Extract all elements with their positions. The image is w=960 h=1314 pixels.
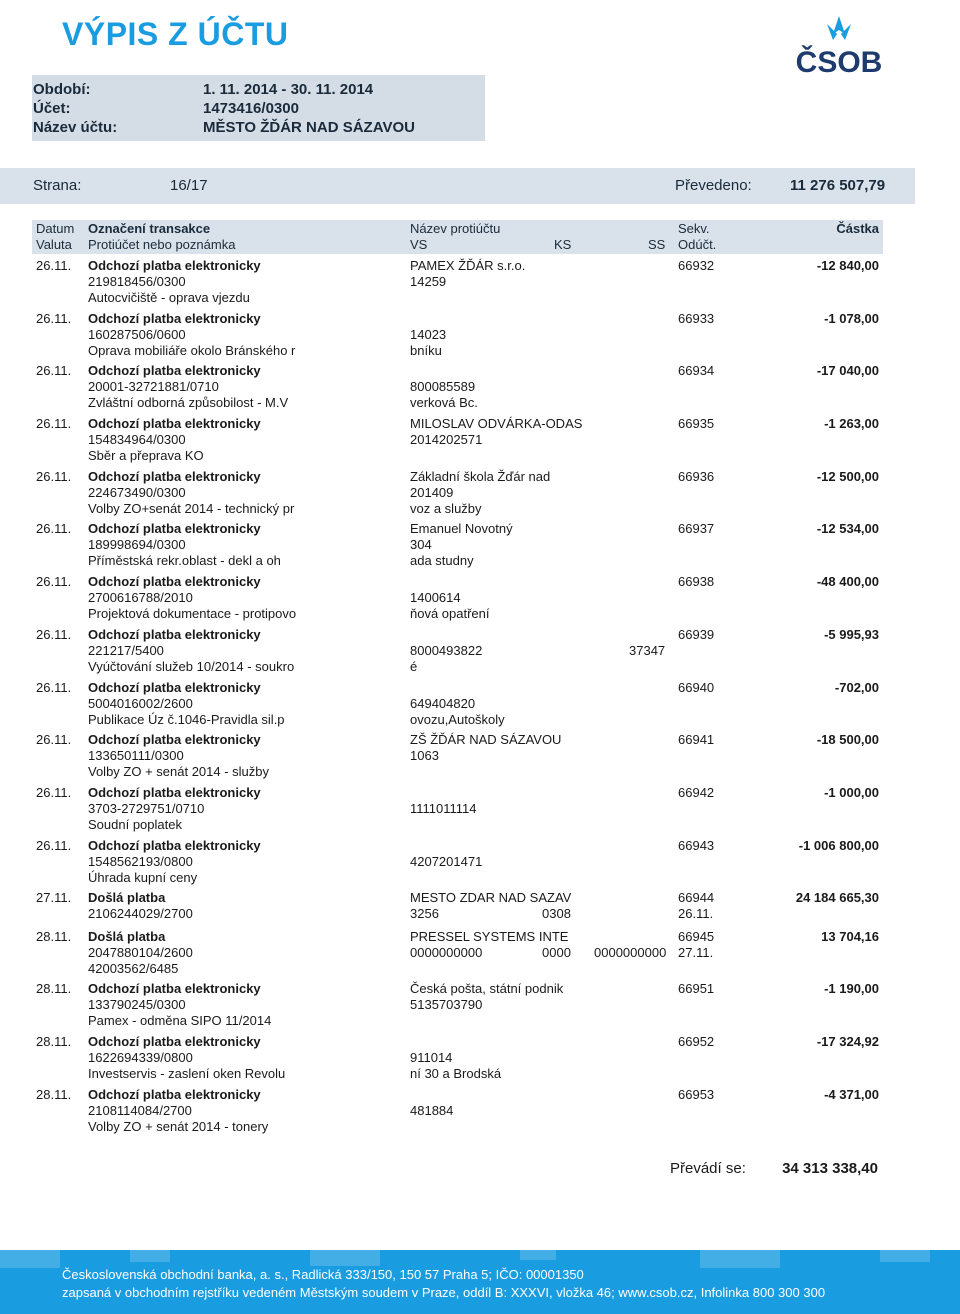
tx-date: 26.11. <box>36 311 72 326</box>
carried-value: 11 276 507,79 <box>790 177 886 194</box>
tx-type: Odchozí platba elektronicky <box>88 258 261 273</box>
col-oznaceni: Označení transakce <box>88 221 211 236</box>
tx-note: Volby ZO+senát 2014 - technický pr <box>88 501 295 516</box>
tx-counterparty-name: MESTO ZDAR NAD SAZAV <box>410 890 572 905</box>
tx-counter-account: 2700616788/2010 <box>88 590 193 605</box>
page-number: 16/17 <box>170 177 208 194</box>
tx-ks: 0308 <box>542 906 571 921</box>
tx-vs: 481884 <box>410 1103 454 1118</box>
tx-sequence: 66941 <box>678 732 715 747</box>
tx-sequence: 66952 <box>678 1034 715 1049</box>
tx-ks: 0000 <box>542 945 571 960</box>
tx-date: 26.11. <box>36 469 72 484</box>
tx-note: Volby ZO + senát 2014 - tonery <box>88 1119 269 1134</box>
tx-amount: -12 500,00 <box>816 469 879 484</box>
tx-amount: -1 006 800,00 <box>798 838 879 853</box>
tx-amount: -1 000,00 <box>824 785 879 800</box>
col-valuta: Valuta <box>36 237 72 252</box>
tx-sequence: 66935 <box>678 416 715 431</box>
tx-date: 26.11. <box>36 363 72 378</box>
tx-vs: 800085589 <box>410 379 476 394</box>
tx-amount: -17 324,92 <box>816 1034 879 1049</box>
tx-type: Odchozí platba elektronicky <box>88 732 261 747</box>
table-row <box>32 574 883 624</box>
tx-counter-account: 2106244029/2700 <box>88 906 193 921</box>
tx-counter-account: 5004016002/2600 <box>88 696 193 711</box>
tx-type: Odchozí platba elektronicky <box>88 521 261 536</box>
tx-counterparty-extra: ada studny <box>410 553 474 568</box>
tx-type: Odchozí platba elektronicky <box>88 574 261 589</box>
tx-counterparty-extra: bníku <box>410 343 442 358</box>
column-header <box>32 220 883 254</box>
tx-vs: 1063 <box>410 748 439 763</box>
table-row <box>32 680 883 730</box>
col-protiucet: Protiúčet nebo poznámka <box>88 237 236 252</box>
tx-vs: 14259 <box>410 274 447 289</box>
tx-sequence: 66951 <box>678 981 715 996</box>
tx-counterparty-extra: voz a služby <box>410 501 482 516</box>
table-row <box>32 469 883 519</box>
tx-amount: -702,00 <box>834 680 879 695</box>
tx-date: 27.11. <box>36 890 72 905</box>
tx-counter-account: 1622694339/0800 <box>88 1050 193 1065</box>
tx-counter-account: 3703-2729751/0710 <box>88 801 205 816</box>
table-row <box>32 416 883 466</box>
tx-counter-account: 154834964/0300 <box>88 432 186 447</box>
tx-amount: -1 078,00 <box>824 311 879 326</box>
tx-note: Investservis - zaslení oken Revolu <box>88 1066 286 1081</box>
tx-amount: -12 840,00 <box>816 258 879 273</box>
tx-vs: 201409 <box>410 485 454 500</box>
info-account-row <box>33 100 299 117</box>
tx-amount: -48 400,00 <box>816 574 879 589</box>
footer-bar <box>0 1250 960 1314</box>
tx-date: 26.11. <box>36 521 72 536</box>
csob-logo <box>793 14 885 78</box>
tx-counter-account: 189998694/0300 <box>88 537 186 552</box>
tx-note: Publikace Úz č.1046-Pravidla sil.p <box>88 712 285 727</box>
col-ss: SS <box>648 237 666 252</box>
tx-counter-account: 160287506/0600 <box>88 327 186 342</box>
tx-date: 26.11. <box>36 732 72 747</box>
tx-counterparty-name: PAMEX ŽĎÁR s.r.o. <box>410 258 526 273</box>
table-row <box>32 258 883 308</box>
tx-counter-account: 221217/5400 <box>88 643 164 658</box>
tx-type: Odchozí platba elektronicky <box>88 838 261 853</box>
tx-amount: -12 534,00 <box>816 521 879 536</box>
tx-date: 26.11. <box>36 785 72 800</box>
tx-type: Odchozí platba elektronicky <box>88 1087 261 1102</box>
tx-date: 28.11. <box>36 1087 72 1102</box>
tx-sequence: 66939 <box>678 627 715 642</box>
tx-date: 28.11. <box>36 1034 72 1049</box>
tx-counterparty-extra: verková Bc. <box>410 395 478 410</box>
tx-sequence: 66944 <box>678 890 715 905</box>
footer-line-1: Československá obchodní banka, a. s., Radlická 333/150, 150 57 Praha 5; IČO: 00001350 <box>62 1267 584 1282</box>
period-value: 1. 11. 2014 - 30. 11. 2014 <box>203 81 374 98</box>
tx-counter-account: 133650111/0300 <box>88 748 184 763</box>
table-row <box>32 1087 883 1137</box>
tx-amount: -17 040,00 <box>816 363 879 378</box>
account-value: 1473416/0300 <box>203 100 299 117</box>
tx-amount: -1 190,00 <box>824 981 879 996</box>
tx-counter-account: 2047880104/2600 <box>88 945 193 960</box>
col-ks: KS <box>554 237 572 252</box>
tx-type: Došlá platba <box>88 929 166 944</box>
tx-type: Odchozí platba elektronicky <box>88 416 261 431</box>
carried-label: Převedeno: <box>675 177 752 194</box>
tx-amount: -1 263,00 <box>824 416 879 431</box>
tx-note: Úhrada kupní ceny <box>88 870 198 885</box>
col-datum: Datum <box>36 221 75 236</box>
col-sekv: Sekv. <box>678 221 710 236</box>
tx-vs: 911014 <box>410 1050 453 1065</box>
tx-note: Vyúčtování služeb 10/2014 - soukro <box>88 659 295 674</box>
table-row <box>32 311 883 361</box>
page-label: Strana: <box>33 177 82 194</box>
tx-counter-account: 2108114084/2700 <box>88 1103 192 1118</box>
tx-amount: 13 704,16 <box>821 929 879 944</box>
tx-counterparty-name: Základní škola Žďár nad <box>410 469 551 484</box>
footer-line-2: zapsaná v obchodním rejstříku vedeném Městským soudem v Praze, oddíl B: XXXVI, vložka 46; www.csob.cz, Infolinka 800 300 300 <box>62 1285 826 1300</box>
tx-type: Odchozí platba elektronicky <box>88 785 261 800</box>
account-name-value: MĚSTO ŽĎÁR NAD SÁZAVOU <box>203 119 415 136</box>
info-period-row <box>33 81 374 98</box>
tx-counter-account: 133790245/0300 <box>88 997 186 1012</box>
account-name-label: Název účtu: <box>33 119 118 136</box>
col-vs: VS <box>410 237 428 252</box>
carry-forward-label: Převádí se: <box>670 1160 746 1177</box>
tx-counter-account: 1548562193/0800 <box>88 854 193 869</box>
tx-amount: -5 995,93 <box>824 627 879 642</box>
table-row <box>32 929 883 979</box>
tx-sequence: 66942 <box>678 785 715 800</box>
tx-vs: 8000493822 <box>410 643 483 658</box>
tx-counter-account: 224673490/0300 <box>88 485 186 500</box>
tx-date: 26.11. <box>36 680 72 695</box>
tx-vs: 1111011114 <box>410 801 477 816</box>
tx-sequence: 66945 <box>678 929 715 944</box>
tx-counterparty-name: ZŠ ŽĎÁR NAD SÁZAVOU <box>410 732 562 747</box>
tx-counter-account: 20001-32721881/0710 <box>88 379 219 394</box>
tx-note: Autocvičiště - oprava vjezdu <box>88 290 250 305</box>
tx-vs: 0000000000 <box>410 945 483 960</box>
tx-counterparty-name: Česká pošta, státní podnik <box>410 981 564 996</box>
tx-sequence: 66932 <box>678 258 715 273</box>
tx-note: Volby ZO + senát 2014 - služby <box>88 764 270 779</box>
tx-counterparty-extra: ní 30 a Brodská <box>410 1066 502 1081</box>
info-name-row <box>33 119 415 136</box>
tx-type: Došlá platba <box>88 890 166 905</box>
tx-note: Oprava mobiliáře okolo Bránského r <box>88 343 296 358</box>
tx-vs: 649404820 <box>410 696 476 711</box>
tx-note: Projektová dokumentace - protipovo <box>88 606 297 621</box>
tx-date: 26.11. <box>36 627 72 642</box>
tx-type: Odchozí platba elektronicky <box>88 363 261 378</box>
tx-ss: 37347 <box>629 643 666 658</box>
tx-vs: 1400614 <box>410 590 461 605</box>
tx-sequence: 66936 <box>678 469 715 484</box>
tx-note: Příměstská rekr.oblast - dekl a oh <box>88 553 281 568</box>
tx-counterparty-name: PRESSEL SYSTEMS INTE <box>410 929 569 944</box>
tx-sequence: 66943 <box>678 838 715 853</box>
tx-amount: -4 371,00 <box>824 1087 879 1102</box>
col-castka: Částka <box>836 221 879 236</box>
table-row <box>32 627 883 677</box>
period-label: Období: <box>33 81 91 98</box>
tx-type: Odchozí platba elektronicky <box>88 627 261 642</box>
table-row <box>32 521 883 571</box>
page-title: VÝPIS Z ÚČTU <box>62 16 289 52</box>
tx-sequence: 66934 <box>678 363 715 378</box>
tx-ss: 0000000000 <box>594 945 667 960</box>
tx-note: 42003562/6485 <box>88 961 179 976</box>
tx-note: Zvláštní odborná způsobilost - M.V <box>88 395 289 410</box>
tx-counter-account: 219818456/0300 <box>88 274 186 289</box>
tx-booking-date: 26.11. <box>678 906 714 921</box>
tx-type: Odchozí platba elektronicky <box>88 1034 261 1049</box>
tx-vs: 3256 <box>410 906 439 921</box>
tx-sequence: 66933 <box>678 311 715 326</box>
tx-counterparty-name: MILOSLAV ODVÁRKA-ODAS <box>410 416 583 431</box>
table-row <box>32 785 883 835</box>
tx-counterparty-extra: ovozu,Autoškoly <box>410 712 505 727</box>
account-label: Účet: <box>33 100 71 117</box>
page-info-bar <box>0 168 915 204</box>
table-row <box>32 732 883 782</box>
tx-sequence: 66940 <box>678 680 715 695</box>
col-oduct: Odúčt. <box>678 237 717 252</box>
tx-note: Soudní poplatek <box>88 817 182 832</box>
tx-amount: -18 500,00 <box>816 732 879 747</box>
tx-sequence: 66953 <box>678 1087 715 1102</box>
tx-vs: 304 <box>410 537 432 552</box>
carry-forward-value: 34 313 338,40 <box>782 1160 878 1177</box>
tx-booking-date: 27.11. <box>678 945 714 960</box>
tx-sequence: 66937 <box>678 521 715 536</box>
tx-type: Odchozí platba elektronicky <box>88 469 261 484</box>
table-row <box>32 890 883 926</box>
tx-counterparty-extra: é <box>410 659 418 674</box>
tx-counterparty-extra: ňová opatření <box>410 606 490 621</box>
tx-type: Odchozí platba elektronicky <box>88 981 261 996</box>
tx-note: Sběr a přeprava KO <box>88 448 204 463</box>
tx-counterparty-name: Emanuel Novotný <box>410 521 513 536</box>
tx-vs: 2014202571 <box>410 432 483 447</box>
table-row <box>32 1034 883 1084</box>
tx-vs: 14023 <box>410 327 447 342</box>
tx-date: 28.11. <box>36 929 72 944</box>
logo-text: ČSOB <box>795 46 883 78</box>
tx-date: 26.11. <box>36 838 72 853</box>
col-nazev-protiuctu: Název protiúčtu <box>410 221 501 236</box>
tx-type: Odchozí platba elektronicky <box>88 680 261 695</box>
tx-date: 28.11. <box>36 981 72 996</box>
tx-amount: 24 184 665,30 <box>795 890 879 905</box>
tx-vs: 4207201471 <box>410 854 483 869</box>
tx-note: Pamex - odměna SIPO 11/2014 <box>88 1013 272 1028</box>
table-row <box>32 363 883 413</box>
table-row <box>32 838 883 888</box>
tx-date: 26.11. <box>36 258 72 273</box>
tx-date: 26.11. <box>36 574 72 589</box>
tx-sequence: 66938 <box>678 574 715 589</box>
tx-type: Odchozí platba elektronicky <box>88 311 261 326</box>
tx-vs: 5135703790 <box>410 997 483 1012</box>
tx-date: 26.11. <box>36 416 72 431</box>
table-row <box>32 981 883 1031</box>
